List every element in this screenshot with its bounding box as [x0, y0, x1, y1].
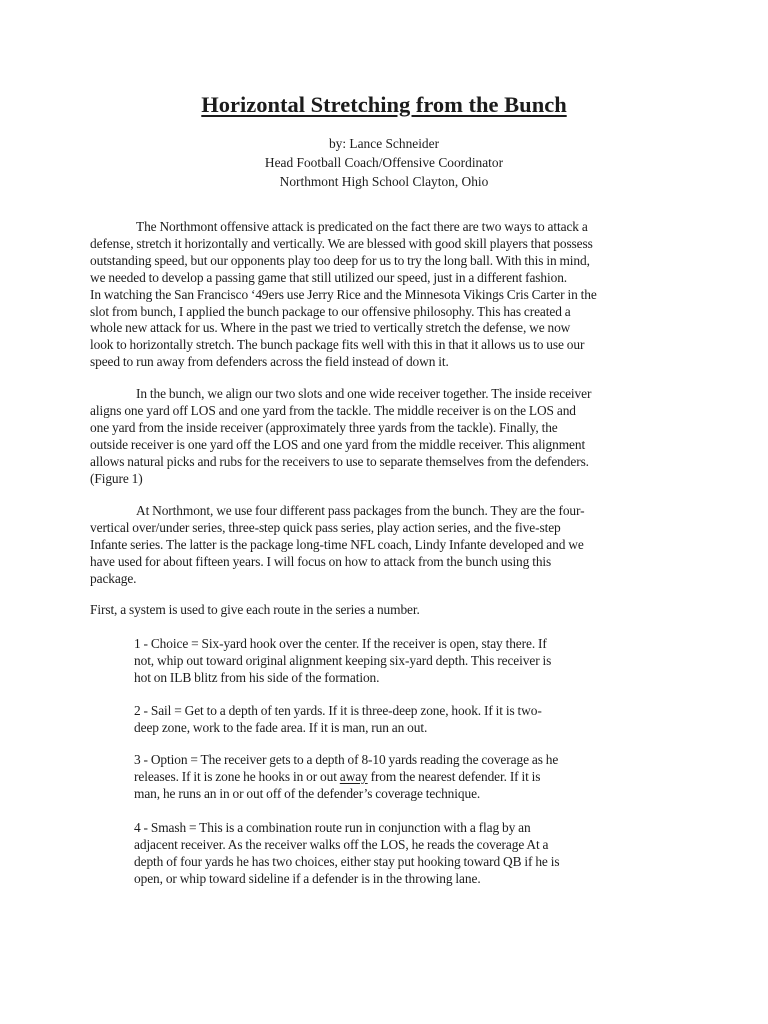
route-line: 1 - Choice = Six-yard hook over the center. If the receiver is open, stay there. If	[134, 636, 547, 651]
route-item-smash	[134, 820, 654, 888]
route-item-choice	[134, 636, 654, 687]
route-line: 4 - Smash = This is a combination route run in conjunction with a flag by an	[134, 820, 531, 835]
byline	[0, 134, 768, 191]
paragraph-line: have used for about fifteen years. I will focus on how to attack from the bunch using this	[90, 553, 552, 569]
route-line: hot on ILB blitz from his side of the formation.	[134, 669, 380, 685]
byline-author: by: Lance Schneider	[328, 136, 440, 151]
route-line-text: releases. If it is zone he hooks in or out	[134, 768, 340, 784]
paragraph-line: slot from bunch, I applied the bunch package to our offensive philosophy. This has created a	[90, 303, 571, 319]
paragraph-line: aligns one yard off LOS and one yard from the tackle. The middle receiver is on the LOS and	[90, 402, 576, 418]
route-line: 2 - Sail = Get to a depth of ten yards. If it is three-deep zone, hook. If it is two-	[134, 703, 542, 718]
paragraph-line: Infante series. The latter is the package long-time NFL coach, Lindy Infante developed and we	[90, 536, 584, 552]
paragraph-line: outstanding speed, but our opponents play too deep for us to try the long ball. With this in mind,	[90, 252, 590, 268]
paragraph-bunch-alignment	[90, 386, 690, 487]
route-line: 3 - Option = The receiver gets to a depth of 8-10 yards reading the coverage as he	[134, 752, 559, 767]
route-line: deep zone, work to the fade area. If it is man, run an out.	[134, 719, 428, 735]
paragraph-line: look to horizontally stretch. The bunch package fits well with this in that it allows us to use our	[90, 337, 585, 353]
route-item-option	[134, 752, 654, 803]
paragraph-line: outside receiver is one yard off the LOS and one yard from the middle receiver. This alignment	[90, 436, 586, 452]
route-line: man, he runs an in or out off of the defender’s coverage technique.	[134, 785, 481, 801]
paragraph-line: defense, stretch it horizontally and vertically. We are blessed with good skill players that possess	[90, 235, 593, 251]
paragraph-line: vertical over/under series, three-step quick pass series, play action series, and the five-step	[90, 519, 561, 535]
paragraph-route-system	[90, 602, 690, 619]
paragraph-line: First, a system is used to give each route in the series a number.	[90, 602, 420, 617]
paragraph-line: In the bunch, we align our two slots and one wide receiver together. The inside receiver	[136, 386, 592, 401]
paragraph-intro	[90, 219, 690, 371]
route-line: depth of four yards he has two choices, either stay put hooking toward QB if he is	[134, 853, 560, 869]
route-line: adjacent receiver. As the receiver walks off the LOS, he reads the coverage At a	[134, 836, 549, 852]
paragraph-line: whole new attack for us. Where in the past we tried to vertically stretch the defense, we now	[90, 320, 571, 336]
paragraph-line: (Figure 1)	[90, 470, 143, 486]
route-line: open, or whip toward sideline if a defender is in the throwing lane.	[134, 870, 481, 886]
underlined-word: away	[339, 768, 368, 784]
paragraph-line: The Northmont offensive attack is predicated on the fact there are two ways to attack a	[136, 219, 588, 234]
route-item-sail	[134, 703, 654, 737]
document-title: Horizontal Stretching from the Bunch	[201, 92, 567, 117]
paragraph-pass-packages	[90, 503, 690, 588]
byline-school: Northmont High School Clayton, Ohio	[279, 174, 489, 189]
route-line	[134, 769, 654, 786]
paragraph-line: package.	[90, 570, 137, 586]
paragraph-line: allows natural picks and rubs for the receivers to use to separate themselves from the defenders.	[90, 453, 589, 469]
paragraph-line: In watching the San Francisco ‘49ers use Jerry Rice and the Minnesota Vikings Cris Carter in the	[90, 286, 597, 302]
paragraph-line: speed to run away from defenders across the field instead of down it.	[90, 354, 449, 370]
route-line: not, whip out toward original alignment keeping six-yard depth. This receiver is	[134, 652, 552, 668]
paragraph-line: we needed to develop a passing game that still utilized our speed, just in a different fashion.	[90, 269, 568, 285]
byline-role: Head Football Coach/Offensive Coordinator	[264, 155, 504, 170]
paragraph-line: At Northmont, we use four different pass packages from the bunch. They are the four-	[136, 503, 585, 518]
paragraph-line: one yard from the inside receiver (approximately three yards from the tackle). Finally, the	[90, 419, 558, 435]
route-line-text: from the nearest defender. If it is	[367, 768, 541, 784]
